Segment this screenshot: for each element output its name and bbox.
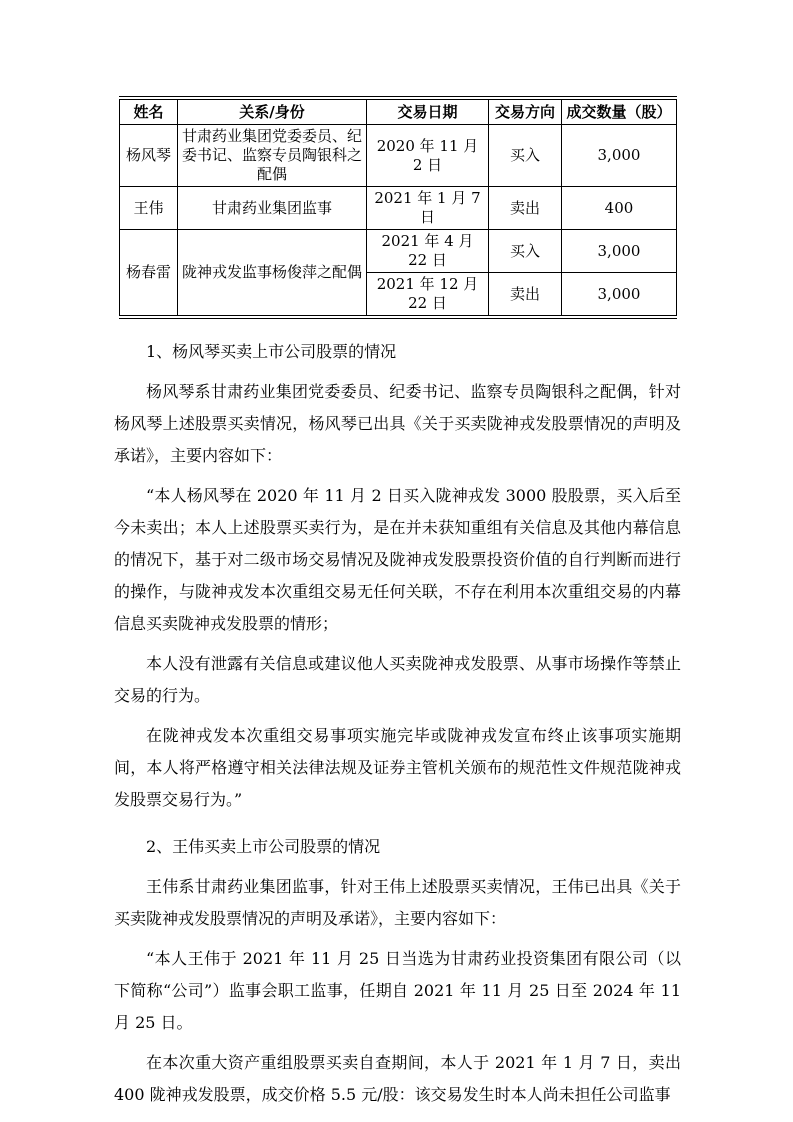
table-row [120, 125, 677, 187]
section-2-paragraph-intro: 王伟系甘肃药业集团监事，针对王伟上述股票买卖情况，王伟已出具《关于买卖陇神戎发股票情况的声明及承诺》，主要内容如下： [114, 877, 681, 928]
cell-date: 2021 年 1 月 7 日 [367, 187, 489, 230]
cell-quantity: 3,000 [562, 125, 677, 187]
table-row [120, 230, 677, 273]
section-2-paragraph-statement: “本人王伟于 2021 年 11 月 25 日当选为甘肃药业投资集团有限公司（以下简称“公司”）监事会职工监事，任期自 2021 年 11 月 25 日至 2024 年 11 月 25 日。 [114, 949, 681, 1032]
cell-quantity: 400 [562, 187, 677, 230]
col-header-name: 姓名 [120, 98, 178, 125]
cell-quantity: 3,000 [562, 273, 677, 318]
section-1-paragraph-statement: “本人杨风琴在 2020 年 11 月 2 日买入陇神戎发 3000 股股票，买入后至今未卖出；本人上述股票买卖行为，是在并未获知重组有关信息及其他内幕信息的情况下，基于对二级市场交易情况及陇神戎发股票投资价值的自行判断而进行的操作，与陇神戎发本次重组交易无任何关联，不存在利用本次重组交易的内幕信息买卖陇神戎发股票的情形； [114, 486, 681, 633]
cell-relation: 陇神戎发监事杨俊萍之配偶 [178, 230, 367, 318]
stock-trading-table [119, 96, 677, 319]
cell-quantity: 3,000 [562, 230, 677, 273]
col-header-quantity: 成交数量（股） [562, 98, 677, 125]
table-header-row [120, 98, 677, 125]
cell-direction: 卖出 [489, 273, 562, 318]
cell-name: 王伟 [120, 187, 178, 230]
cell-direction: 买入 [489, 230, 562, 273]
col-header-direction: 交易方向 [489, 98, 562, 125]
document-body [114, 336, 681, 1111]
cell-direction: 买入 [489, 125, 562, 187]
cell-relation: 甘肃药业集团党委委员、纪委书记、监察专员陶银科之配偶 [178, 125, 367, 187]
col-header-date: 交易日期 [367, 98, 489, 125]
col-header-relation: 关系/身份 [178, 98, 367, 125]
table-row [120, 187, 677, 230]
section-1-paragraph-intro: 杨风琴系甘肃药业集团党委委员、纪委书记、监察专员陶银科之配偶，针对杨风琴上述股票买卖情况，杨风琴已出具《关于买卖陇神戎发股票情况的声明及承诺》，主要内容如下： [114, 382, 681, 465]
cell-date: 2020 年 11 月 2 日 [367, 125, 489, 187]
section-1-paragraph-compliance: 在陇神戎发本次重组交易事项实施完毕或陇神戎发宣布终止该事项实施期间，本人将严格遵守相关法律法规及证券主管机关颁布的规范性文件规范陇神戎发股票交易行为。” [114, 726, 681, 809]
cell-relation: 甘肃药业集团监事 [178, 187, 367, 230]
section-2-paragraph-trade-detail: 在本次重大资产重组股票买卖自查期间，本人于 2021 年 1 月 7 日，卖出 400 陇神戎发股票，成交价格 5.5 元/股：该交易发生时本人尚未担任公司监事 [114, 1053, 681, 1104]
cell-direction: 卖出 [489, 187, 562, 230]
cell-name: 杨风琴 [120, 125, 178, 187]
cell-name: 杨春雷 [120, 230, 178, 318]
section-2-heading: 2、王伟买卖上市公司股票的情况 [146, 837, 381, 856]
cell-date: 2021 年 12 月 22 日 [367, 273, 489, 318]
section-1-paragraph-no-leak: 本人没有泄露有关信息或建议他人买卖陇神戎发股票、从事市场操作等禁止交易的行为。 [114, 654, 681, 705]
cell-date: 2021 年 4 月 22 日 [367, 230, 489, 273]
section-1-heading: 1、杨风琴买卖上市公司股票的情况 [146, 342, 397, 361]
